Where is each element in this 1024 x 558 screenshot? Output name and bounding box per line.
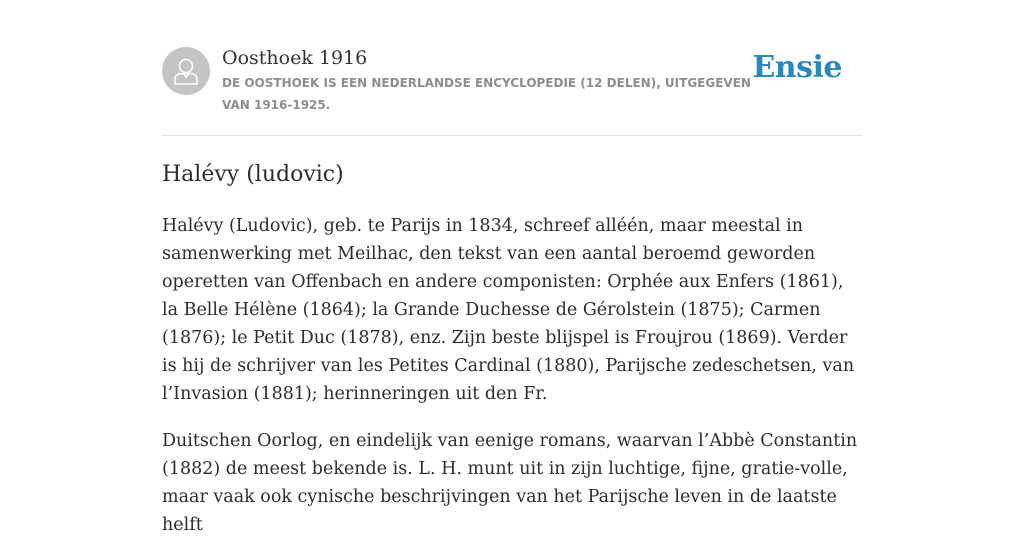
article-paragraph: Duitschen Oorlog, en eindelijk van eenige romans, waarvan l’Abbè Constantin (1882) de meest bekende is. L. H. munt uit in zijn luchtige, fijne, gratie-volle, maar vaak ook cynische beschrijvingen van het Parijsche leven in de laatste helft <box>162 431 858 535</box>
source-avatar[interactable] <box>162 47 210 95</box>
user-icon <box>172 56 200 86</box>
page <box>162 0 862 535</box>
source-header <box>162 0 862 136</box>
source-description: DE OOSTHOEK IS EEN NEDERLANDSE ENCYCLOPEDIE (12 DELEN), UITGEGEVEN VAN 1916-1925. <box>222 76 751 112</box>
article-paragraph: Halévy (Ludovic), geb. te Parijs in 1834, schreef alléén, maar meestal in samenwerking met Meilhac, den tekst van een aantal beroemd geworden operetten van Offenbach en andere componisten: Orphée aux Enfers (1861), la Belle Hélène (1864); la Grande Duchesse de Gérolstein (1875); Carmen (1876); le Petit Duc (1878), enz. Zijn beste blijspel is Froujrou (1869). Verder is hij de schrijver van les Petites Cardinal (1880), Parijsche zedeschetsen, van l’Invasion (1881); herinneringen uit den Fr. <box>162 216 855 404</box>
ensie-logo[interactable]: Ensie <box>752 50 842 85</box>
source-title[interactable]: Oosthoek 1916 <box>222 47 368 69</box>
article-body <box>162 212 862 558</box>
article-title: Halévy (ludovic) <box>162 162 344 187</box>
